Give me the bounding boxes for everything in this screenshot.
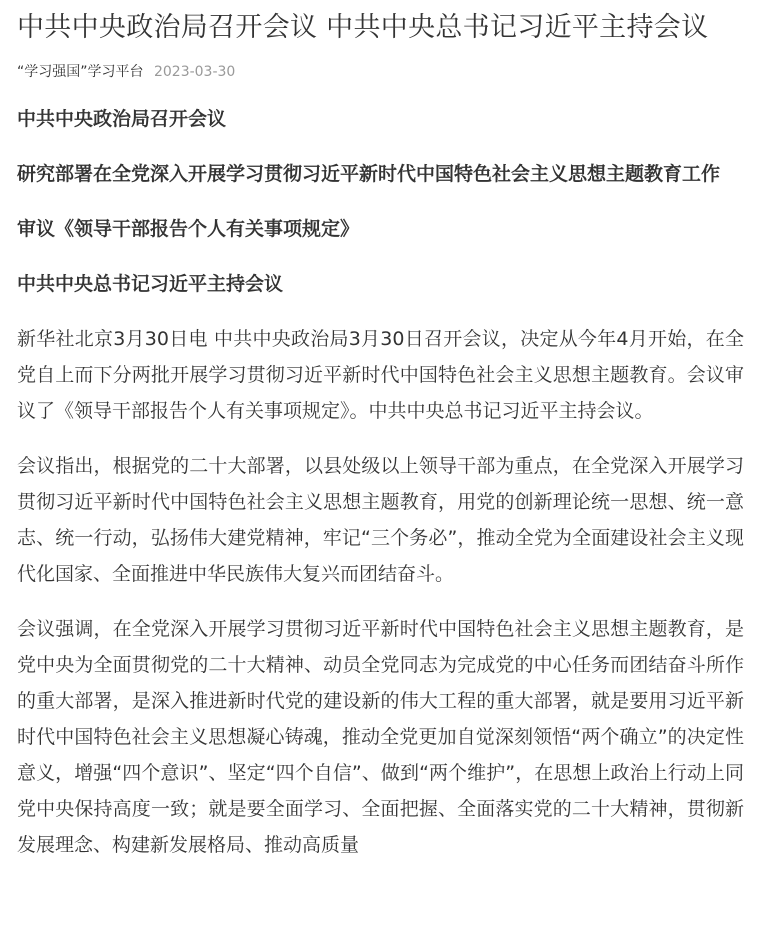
article-subtitle: 研究部署在全党深入开展学习贯彻习近平新时代中国特色社会主义思想主题教育工作 <box>17 163 721 185</box>
article-subtitle: 审议《领导干部报告个人有关事项规定》 <box>17 218 360 240</box>
article-content <box>17 101 744 863</box>
article-subtitle: 中共中央总书记习近平主持会议 <box>17 273 284 295</box>
article-title: 中共中央政治局召开会议 中共中央总书记习近平主持会议 <box>17 12 709 43</box>
article-subtitle: 中共中央政治局召开会议 <box>17 108 227 130</box>
article-date: 2023-03-30 <box>153 64 236 80</box>
article-paragraph: 新华社北京3月30日电 中共中央政治局3月30日召开会议，决定从今年4月开始，在全党自上而下分两批开展学习贯彻习近平新时代中国特色社会主义思想主题教育。会议审议了《领导干部报告个人有关事项规定》。中共中央总书记习近平主持会议。 <box>17 328 744 422</box>
article-paragraph: 会议强调，在全党深入开展学习贯彻习近平新时代中国特色社会主义思想主题教育，是党中央为全面贯彻党的二十大精神、动员全党同志为完成党的中心任务而团结奋斗所作的重大部署，是深入推进新时代党的建设新的伟大工程的重大部署，就是要用习近平新时代中国特色社会主义思想凝心铸魂，推动全党更加自觉深刻领悟“两个确立”的决定性意义，增强“四个意识”、坚定“四个自信”、做到“两个维护”，在思想上政治上行动上同党中央保持高度一致；就是要全面学习、全面把握、全面落实党的二十大精神，贯彻新发展理念、构建新发展格局、推动高质量 <box>17 618 744 856</box>
article-paragraph: 会议指出，根据党的二十大部署，以县处级以上领导干部为重点，在全党深入开展学习贯彻习近平新时代中国特色社会主义思想主题教育，用党的创新理论统一思想、统一意志、统一行动，弘扬伟大建党精神，牢记“三个务必”，推动全党为全面建设社会主义现代化国家、全面推进中华民族伟大复兴而团结奋斗。 <box>17 455 744 585</box>
article-meta <box>17 62 744 82</box>
article-source[interactable]: “学习强国”学习平台 <box>17 64 144 80</box>
